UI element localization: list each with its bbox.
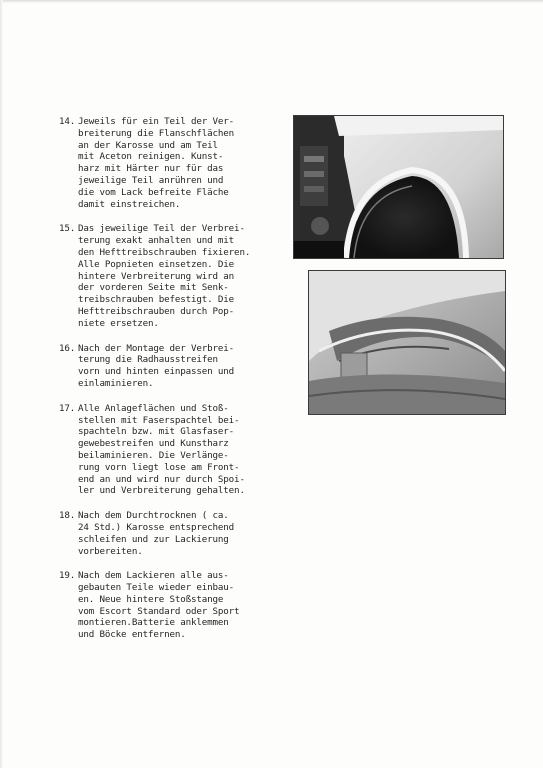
step-text-line: vorn und hinten einpassen und [78, 366, 235, 378]
step-4 [59, 403, 287, 497]
step-number: 17. [59, 402, 76, 414]
step-2 [59, 223, 287, 329]
step-text-line: spachteln bzw. mit Glasfaser- [78, 426, 235, 438]
step-number: 14. [59, 116, 76, 127]
step-text-line: einlaminieren. [78, 377, 154, 389]
photo-fender-flare [293, 115, 504, 259]
step-text-line: vorbereiten. [78, 545, 143, 557]
step-5 [59, 510, 287, 557]
step-text-line: treibschrauben befestigt. Die [78, 294, 235, 306]
step-text-line: beilaminieren. Die Verlänge- [78, 449, 229, 461]
step-text-line: Jeweils für ein Teil der Ver- [78, 116, 235, 127]
step-text-line: hintere Verbreiterung wird an [78, 270, 235, 282]
step-text-line: terung die Radhausstreifen [78, 354, 218, 366]
step-text-line: gebauten Teile wieder einbau- [78, 582, 235, 594]
step-text-line: der vorderen Seite mit Senk- [78, 282, 229, 294]
photo-fender-flare-image [294, 116, 503, 258]
step-number: 16. [59, 342, 76, 354]
step-text-line: den Hefttreibschrauben fixieren. [78, 246, 251, 258]
step-text-line: damit einstreichen. [78, 198, 181, 210]
step-text-line: niete ersetzen. [78, 317, 159, 329]
step-text-line: und Böcke entfernen. [78, 629, 186, 641]
step-text-line: breiterung die Flanschflächen [78, 127, 235, 139]
step-text-line: Nach dem Durchtrocknen ( ca. [78, 510, 229, 522]
step-text-line: vom Escort Standard oder Sport [78, 605, 240, 617]
step-text-line: montieren.Batterie anklemmen [78, 617, 229, 629]
step-text-line: rung vorn liegt lose am Front- [78, 461, 240, 473]
step-number: 18. [59, 510, 76, 522]
scan-edge-top [0, 0, 543, 3]
step-text-line: stellen mit Faserspachtel bei- [78, 414, 240, 426]
step-text-line: 24 Std.) Karosse entsprechend [78, 521, 235, 533]
step-text-line: Alle Anlageflächen und Stoß- [78, 402, 229, 414]
photo-wheel-arch-strip [308, 270, 506, 415]
step-number: 15. [59, 223, 76, 235]
step-text-line: en. Neue hintere Stoßstange [78, 593, 224, 605]
step-text-line: schleifen und zur Lackierung [78, 533, 229, 545]
step-text-line: die vom Lack befreite Fläche [78, 186, 229, 198]
step-text-line: terung exakt anhalten und mit [78, 235, 235, 247]
step-text-line: harz mit Härter nur für das [78, 163, 224, 175]
step-text-line: gewebestreifen und Kunstharz [78, 438, 229, 450]
scan-edge-left [0, 0, 3, 768]
step-text-line: Nach dem Lackieren alle aus- [78, 570, 229, 582]
step-text-line: ler und Verbreiterung gehalten. [78, 485, 245, 497]
step-text-line: Das jeweilige Teil der Verbrei- [78, 223, 245, 235]
step-text-line: an der Karosse und am Teil [78, 139, 218, 151]
step-3 [59, 343, 287, 390]
step-text-line: end an und wird nur durch Spoi- [78, 473, 245, 485]
instruction-steps [59, 116, 287, 654]
step-6 [59, 570, 287, 641]
step-number: 19. [59, 570, 76, 582]
step-text-line: Alle Popnieten einsetzen. Die [78, 258, 235, 270]
step-text-line: jeweilige Teil anrühren und [78, 174, 224, 186]
step-text-line: Nach der Montage der Verbrei- [78, 342, 235, 354]
step-1 [59, 116, 287, 210]
photo-wheel-arch-strip-image [309, 271, 505, 414]
step-text-line: mit Aceton reinigen. Kunst- [78, 151, 224, 163]
step-text-line: Hefttreibschrauben durch Pop- [78, 305, 235, 317]
